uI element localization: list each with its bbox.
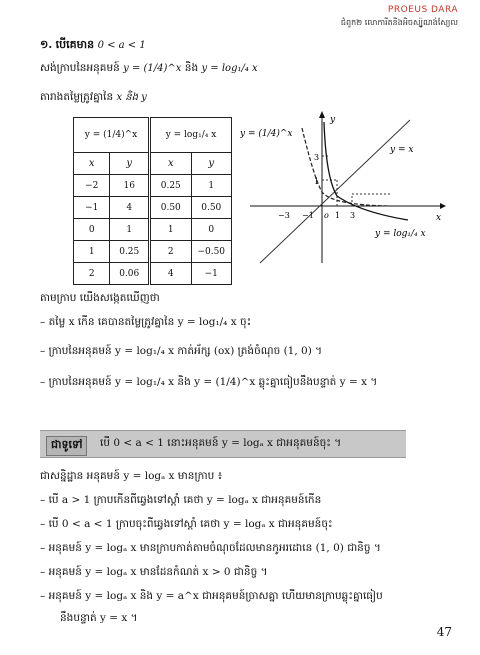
observation-item-1: – តម្លៃ x កើន គេបានតម្លៃត្រូវគ្នានៃ y = log₁/₄ x ចុះ <box>40 316 252 328</box>
table-row <box>74 241 232 263</box>
y-axis-arrow <box>319 111 325 118</box>
function-graph <box>240 108 450 268</box>
page-number: 47 <box>436 625 452 639</box>
observations-intro: តាមក្រាប យើងសង្កេតឃើញថា <box>40 292 160 304</box>
table-cell: 4 <box>150 263 192 285</box>
value-table <box>73 117 232 285</box>
table-cell: 0.50 <box>150 197 192 219</box>
intro-line-1 <box>40 62 258 77</box>
observation-text: ក្រាបនៃអនុគមន៍ y = log₁/₄ x និង y = (1/4)^x ឆ្លុះគ្នាធៀបនឹងបន្ទាត់ y = x ។ <box>48 376 378 388</box>
header-chapter: ជំពូក២ លោការីតនិងអិចស្ប៉ូណង់ស្យែល <box>340 18 458 27</box>
table-cell: 0 <box>74 219 110 241</box>
section-number: ១. <box>40 38 53 51</box>
table-cell: 4 <box>110 197 150 219</box>
section-heading-text: បើគេមាន <box>55 38 95 51</box>
table-right-title: y = log₁/₄ x <box>150 118 232 153</box>
observation-text: ក្រាបនៃអនុគមន៍ y = log₁/₄ x កាត់អ័ក្ស (ox) ត្រង់ចំណុច (1, 0) ។ <box>48 345 323 357</box>
conclusion-text: បើ a > 1 ក្រាបកើនពីឆ្វេងទៅស្តាំ គេថា y = logₐ x ជាអនុគមន៍កើន <box>48 494 322 506</box>
table-cell: −0.50 <box>191 241 231 263</box>
label-log: y = log₁/₄ x <box>375 229 426 239</box>
table-right-header-x: x <box>150 153 192 175</box>
table-cell: 0.50 <box>191 197 231 219</box>
tick-x-neg1: −1 <box>302 211 314 220</box>
tick-y-3: 3 <box>314 153 320 162</box>
intro-line1-text: សង់ក្រាបនៃអនុគមន៍ <box>40 62 120 74</box>
observation-item-2: – ក្រាបនៃអនុគមន៍ y = log₁/₄ x កាត់អ័ក្ស (ox) ត្រង់ចំណុច (1, 0) ។ <box>40 345 323 357</box>
table-cell: 0.25 <box>110 241 150 263</box>
conclusion-item-5: – អនុគមន៍ y = logₐ x និង y = a^x ជាអនុគមន៍ច្រាសគ្នា ហើយមានក្រាបឆ្លុះគ្នាធៀប <box>40 590 383 602</box>
tick-origin: o <box>324 211 329 220</box>
conclusion-item-4: – អនុគមន៍ y = logₐ x មានដែនកំណត់ x > 0 ជានិច្ច ។ <box>40 566 268 578</box>
axis-x-label: x <box>436 213 442 223</box>
tick-x-1: 1 <box>335 211 341 220</box>
table-cell: 16 <box>110 175 150 197</box>
conclusion-text: បើ 0 < a < 1 ក្រាបចុះពីឆ្វេងទៅស្តាំ គេថា y = logₐ x ជាអនុគមន៍ចុះ <box>48 518 333 530</box>
conclusion-continuation: នឹងបន្ទាត់ y = x ។ <box>60 612 138 624</box>
intro-line1-f2: y = log₁/₄ x <box>201 63 258 74</box>
intro-line1-and: និង <box>184 62 199 74</box>
table-row <box>74 175 232 197</box>
conclusion-item-1: – បើ a > 1 ក្រាបកើនពីឆ្វេងទៅស្តាំ គេថា y = logₐ x ជាអនុគមន៍កើន <box>40 494 322 506</box>
table-cell: 2 <box>74 263 110 285</box>
intro-line1-f1: y = (1/4)^x <box>123 63 182 74</box>
table-row <box>74 263 232 285</box>
conclusion-item-3: – អនុគមន៍ y = logₐ x មានក្រាបកាត់តាមចំណុចដែលមានកូអរដោនេ (1, 0) ជានិច្ច ។ <box>40 542 381 554</box>
table-left-title: y = (1/4)^x <box>74 118 150 153</box>
table-cell: 1 <box>191 175 231 197</box>
table-cell: −1 <box>191 263 231 285</box>
table-cell: −1 <box>74 197 110 219</box>
intro-line2-vars: x និង y <box>116 92 147 103</box>
intro-line-2 <box>40 90 147 106</box>
conclusion-intro: ជាសន្និដ្ឋាន អនុគមន៍ y = logₐ x មានក្រាប ៖ <box>40 470 223 482</box>
table-cell: 0.25 <box>150 175 192 197</box>
tick-x-3: 3 <box>350 211 356 220</box>
conclusion-item-2: – បើ 0 < a < 1 ក្រាបចុះពីឆ្វេងទៅស្តាំ គេថា y = logₐ x ជាអនុគមន៍ចុះ <box>40 518 333 530</box>
table-header-row <box>74 153 232 175</box>
table-left-header-x: x <box>74 153 110 175</box>
table-right-header-y: y <box>191 153 231 175</box>
table-cell: 1 <box>110 219 150 241</box>
value-table-grid <box>73 117 232 285</box>
table-left-header-y: y <box>110 153 150 175</box>
table-cell: −2 <box>74 175 110 197</box>
observation-text: តម្លៃ x កើន គេបានតម្លៃត្រូវគ្នានៃ y = log₁/₄ x ចុះ <box>48 316 252 328</box>
section-condition: 0 < a < 1 <box>97 40 146 51</box>
general-note-label: ជាទូទៅ <box>46 436 87 456</box>
table-cell: 1 <box>150 219 192 241</box>
observation-item-3: – ក្រាបនៃអនុគមន៍ y = log₁/₄ x និង y = (1/4)^x ឆ្លុះគ្នាធៀបនឹងបន្ទាត់ y = x ។ <box>40 376 378 388</box>
table-cell: 0.06 <box>110 263 150 285</box>
conclusion-text: អនុគមន៍ y = logₐ x មានដែនកំណត់ x > 0 ជានិច្ច ។ <box>48 566 268 578</box>
section-heading <box>40 38 146 54</box>
axis-y-label: y <box>330 115 336 125</box>
table-cell: 2 <box>150 241 192 263</box>
header-brand: PROEUS DARA <box>387 5 458 15</box>
label-y-equals-x: y = x <box>390 145 414 155</box>
table-row <box>74 219 232 241</box>
tick-x-neg3: −3 <box>278 211 290 220</box>
label-exp: y = (1/4)^x <box>240 129 293 139</box>
intro-line2-text: តារាងតម្លៃត្រូវគ្នានៃ <box>40 91 114 103</box>
x-axis-arrow <box>440 203 446 209</box>
conclusion-text: អនុគមន៍ y = logₐ x មានក្រាបកាត់តាមចំណុចដែលមានកូអរដោនេ (1, 0) ជានិច្ច ។ <box>48 542 381 554</box>
conclusion-text: អនុគមន៍ y = logₐ x និង y = a^x ជាអនុគមន៍ច្រាសគ្នា ហើយមានក្រាបឆ្លុះគ្នាធៀប <box>48 590 383 602</box>
table-cell: 0 <box>191 219 231 241</box>
table-cell: 1 <box>74 241 110 263</box>
general-note-text: បើ 0 < a < 1 នោះអនុគមន៍ y = logₐ x ជាអនុគមន៍ចុះ ។ <box>100 437 342 449</box>
tick-y-1: 1 <box>314 177 320 186</box>
table-row <box>74 197 232 219</box>
